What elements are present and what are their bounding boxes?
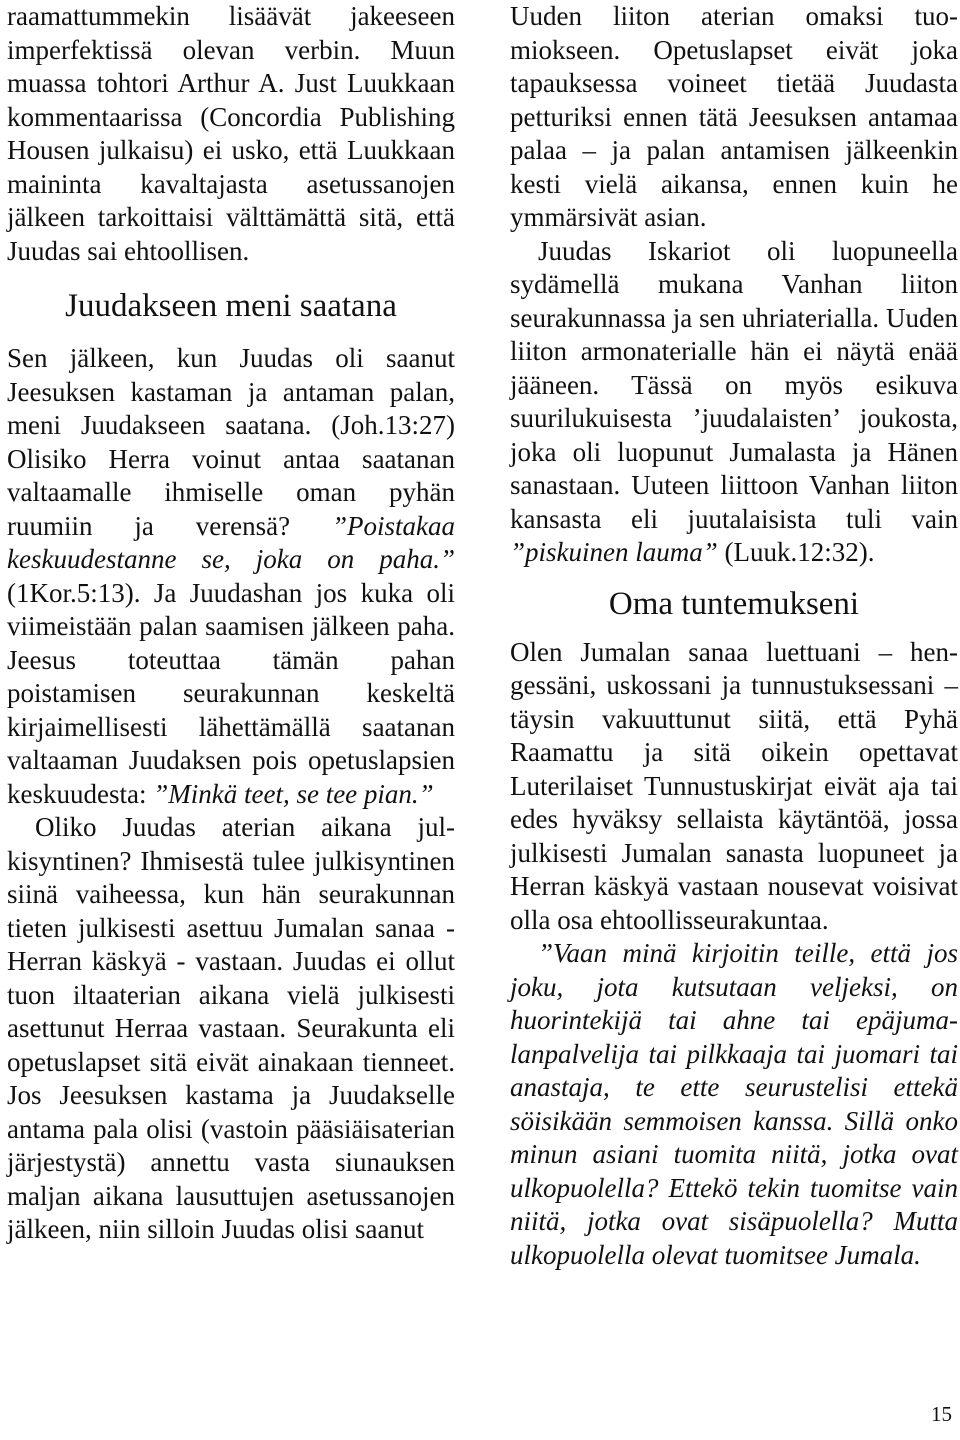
left-column [7, 0, 455, 1247]
paragraph [510, 235, 958, 570]
section-heading: Juudakseen meni saatana [65, 288, 397, 324]
paragraph: Olen Jumalan sanaa luettuani – hengessäni, uskossani ja tunnustuksessani – täysin vakuuttunut siitä, että Pyhä Raamattu ja sitä oikein opettavat Luterilaiset Tunnustuskirjat eivät aja tai edes hyväksy sellaista käytäntöä, jossa julkisesti Jumalan sanasta luopuneet ja Herran käskyä vastaan nousevat voisivat olla osa ehtoollisseurakuntaa. [510, 636, 958, 935]
bible-quote: ”Minkä teet, se tee pian.” [153, 778, 434, 809]
paragraph: Uuden liiton aterian omaksi tuomiokseen. Opetuslapset eivät joka tapauksessa voineet tietää Juudasta petturiksi ennen tätä Jeesuksen antamaa palaa – ja palan antamisen jälkeenkin kesti vielä aikansa, ennen kuin he ymmärsivät asian. [510, 1, 958, 232]
section-heading: Oma tuntemukseni [608, 585, 860, 622]
page-number: 15 [931, 1402, 952, 1426]
paragraph [510, 937, 958, 1272]
paragraph: Oliko Juudas aterian aikana julkisyntinen? Ihmisestä tulee julkisyntinen siinä vaiheessa, kun hän seurakunnan tieten julkisesti asettuu Jumalan sanaa - Herran käskyä - vastaan. Juudas ei ollut tuon iltaaterian aikana vielä julkisesti asettunut Herraa vastaan. Seurakunta eli opetuslapset sitä eivät ainakaan tienneet. Jos Jeesuksen kastama ja Juudakselle antama pala olisi (vastoin pääsiäisaterian järjestystä) annettu vasta siunauksen maljan aikana lausuttujen asetussanojen jälkeen, niin silloin Juudas olisi saanut [7, 812, 455, 1244]
bible-quote: ”piskuinen lauma” [510, 537, 718, 567]
paragraph [7, 342, 455, 811]
paragraph-text: Juudas Iskariot oli luopuneella sydämellä mukana Vanhan liiton seurakunnassa ja sen uhriaterialla. Uuden liiton armonaterialle hän ei näytä enää jääneen. Tässä on myös esikuva suurilukuisesta ’juudalaisten’ joukosta, joka oli luopunut Jumalasta ja Hänen sanastaan. Uuteen liittoon Vanhan liiton kansasta eli juutalaisista tuli vain [510, 235, 958, 534]
paragraph-text: (Luuk.12:32). [717, 537, 875, 567]
bible-quote: ”Vaan minä kirjoitin teille, että jos joku, jota kutsutaan veljeksi, on huorintekijä tai ahne tai epäjumalanpalvelija tai pilkkaaja tai juomari tai anastaja, te ette seurustelisi ettekä söisikään semmoisen kanssa. Sillä onko minun asiani tuomita niitä, jotka ovat ulkopuolella? Ettekö tekin tuomitse vain niitä, jotka ovat sisäpuolella? Mutta ulkopuolella olevat tuomitsee Jumala. [510, 938, 958, 1270]
paragraph-text: (1Kor.5:13). Ja Juudashan jos kuka oli viimeistään palan saamisen jälkeen paha. Jeesus toteuttaa tämän pahan poistamisen seurakunnan keskeltä kirjaimellisesti lähettämällä saatanan valtaaman Juudaksen pois opetuslapsien keskuudesta: [7, 577, 455, 809]
paragraph: raamattummekin lisäävät jakeeseen imperfektissä olevan verbin. Muun muassa tohtori Arthur A. Just Luukkaan kommentaarissa (Concordia Publishing Housen julkaisu) ei usko, että Luukkaan maininta kavaltajasta asetussanojen jälkeen tarkoittaisi välttämättä sitä, että Juudas sai ehtoollisen. [7, 1, 455, 266]
right-column [510, 0, 958, 1272]
paragraph-text: Sen jälkeen, kun Juudas oli saanut Jeesuksen kastaman ja antaman palan, meni Juudakseen saatana. (Joh.13:27) Olisiko Herra voinut antaa saatanan valtaamalle ihmiselle oman pyhän ruumiin ja verensä? [7, 343, 455, 541]
bible-quote: ”Poistakaa keskuudestanne se, joka on paha.” [7, 510, 455, 574]
